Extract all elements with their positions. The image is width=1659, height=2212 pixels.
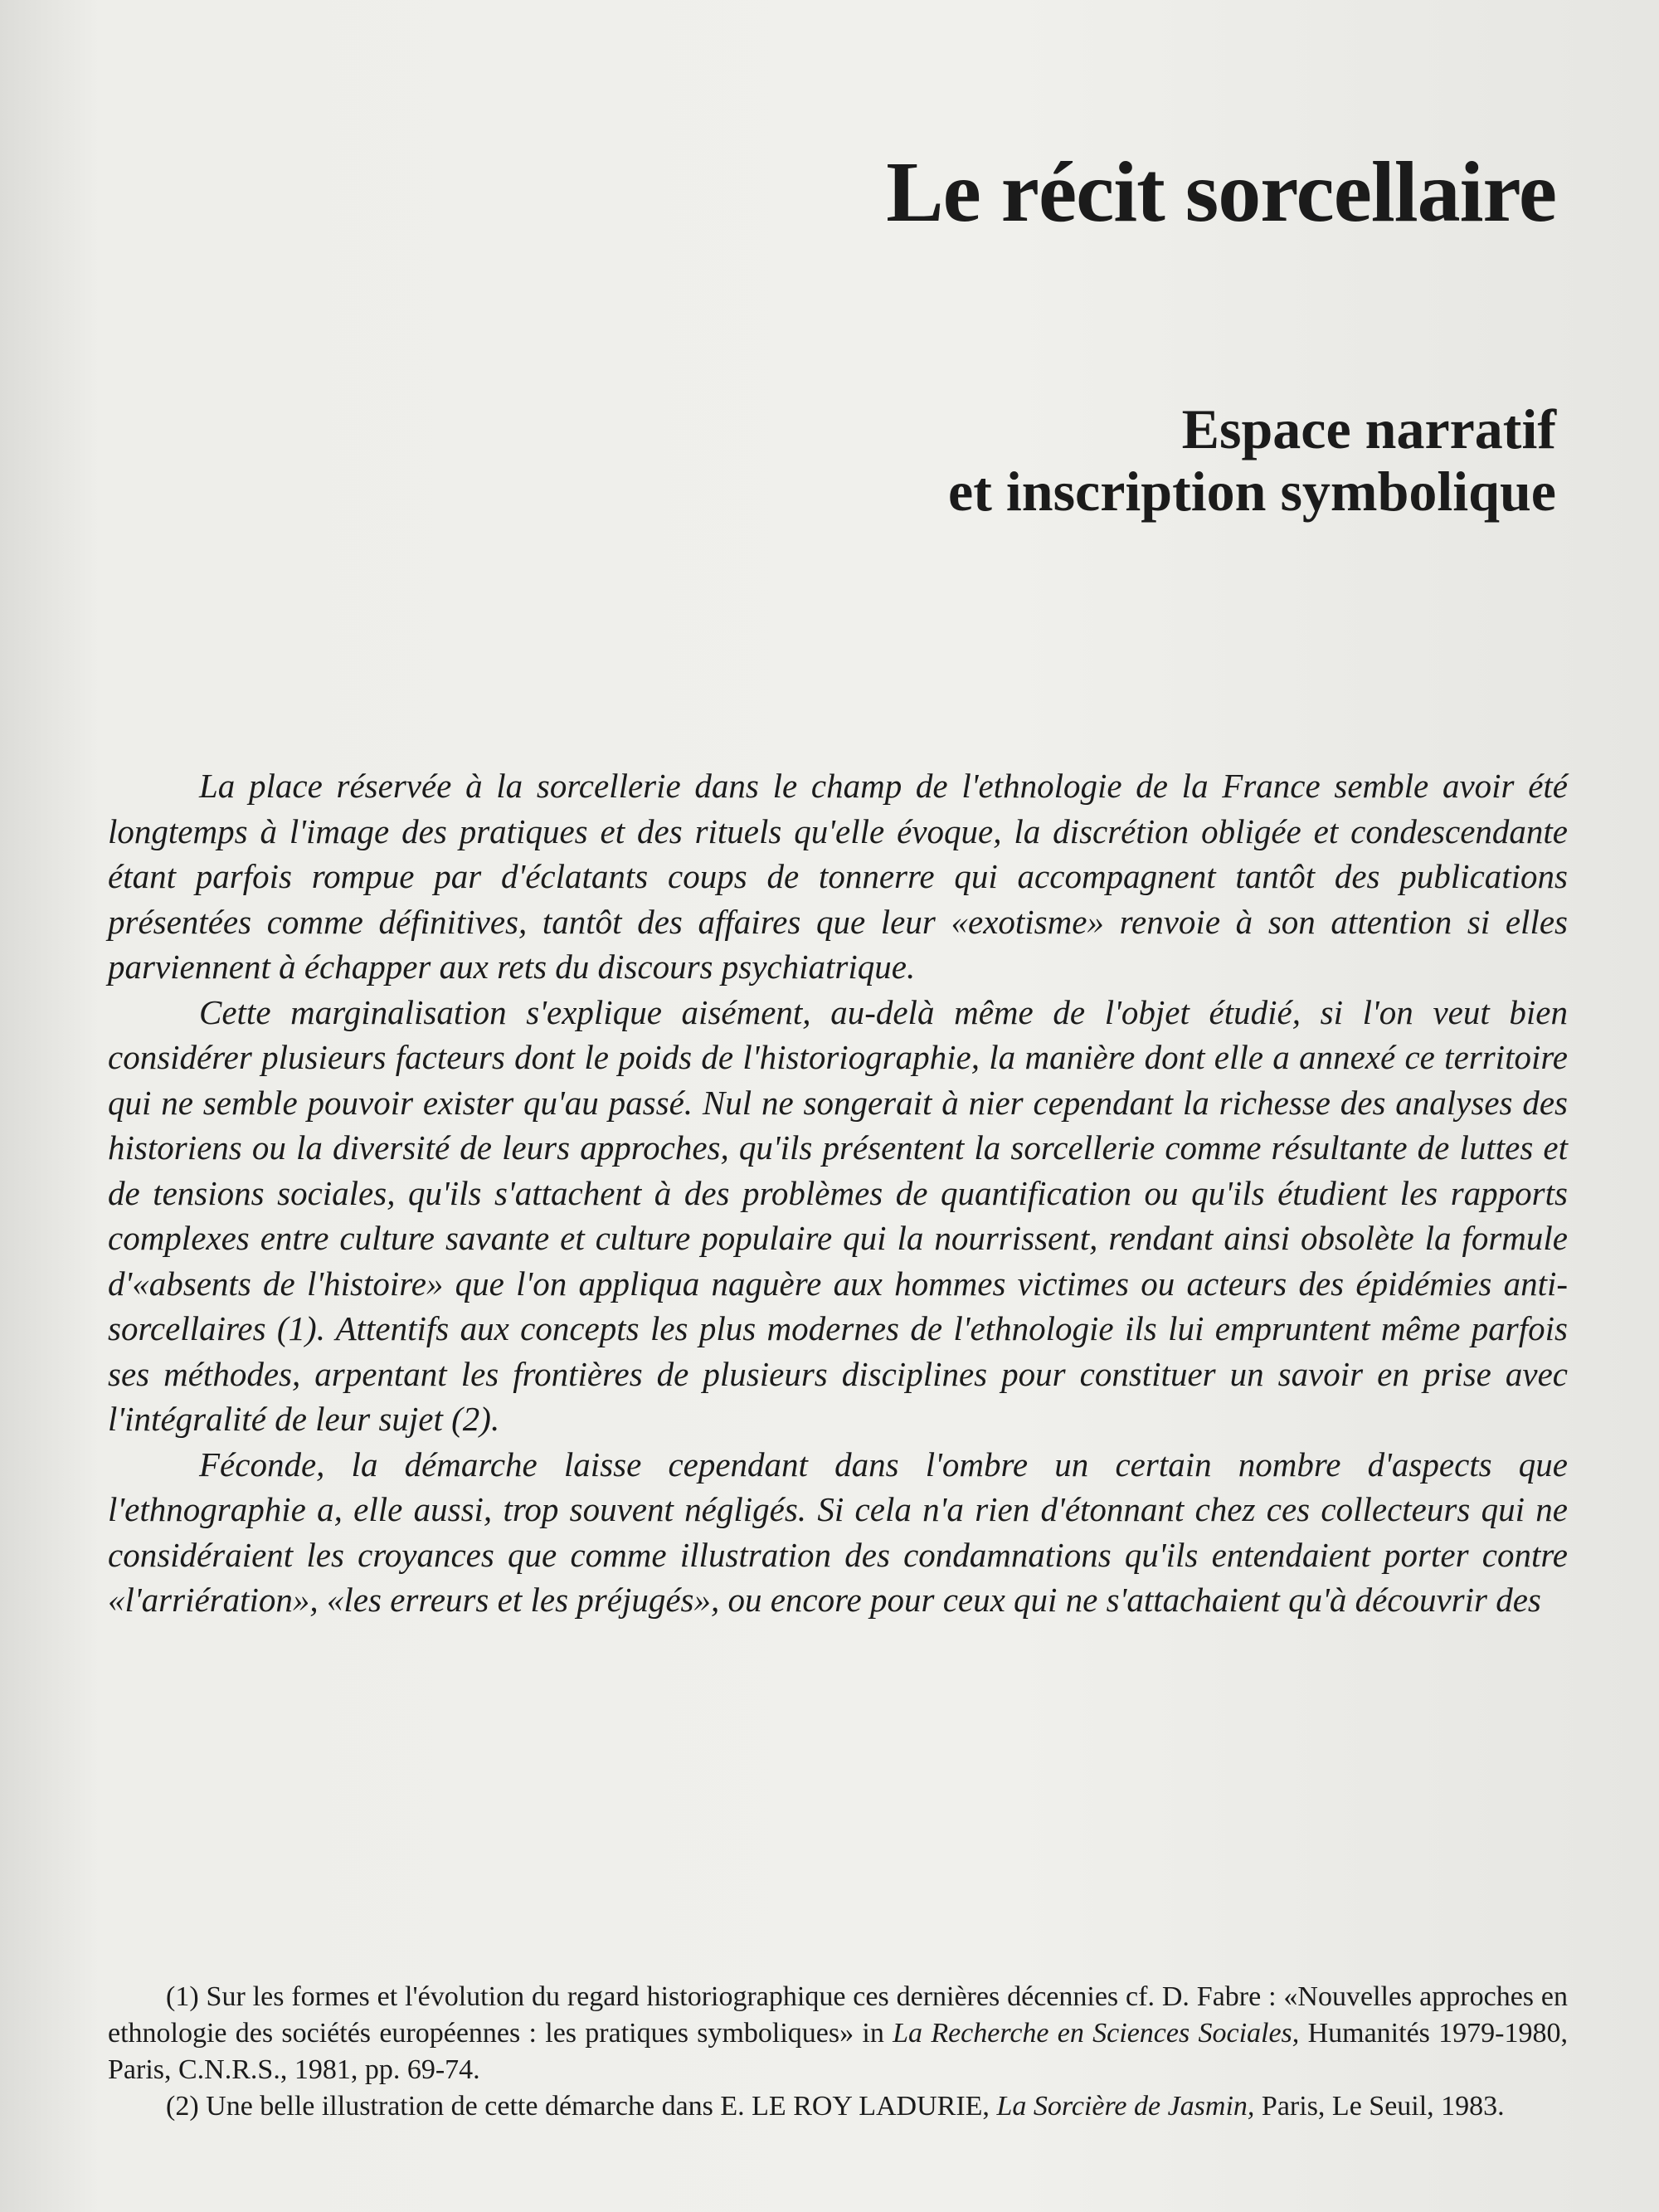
chapter-title: Le récit sorcellaire (886, 144, 1556, 240)
footnote-1 (108, 1979, 1568, 2088)
footnote-1-ref: Humanités 1979-1980, Paris, C.N.R.S., 1981, pp. 69-74. (108, 2018, 1568, 2085)
footnotes (108, 1979, 1568, 2125)
chapter-subtitle (948, 398, 1556, 523)
footnote-1-text: (1) Sur les formes et l'évolution du regard historiographique ces dernières décennies cf. D. Fabre : «Nouvelles approches en ethnologie des sociétés européennes : les pratiques symboliques» in (108, 1981, 1568, 2049)
body-text (108, 763, 1568, 1623)
subtitle-line-1: Espace narratif (1181, 397, 1556, 460)
paragraph-3: Féconde, la démarche laisse cependant dans l'ombre un certain nombre d'aspects que l'ethnographie a, elle aussi, trop souvent négligés. Si cela n'a rien d'étonnant chez ces collecteurs qui ne considéraient les croyances que comme illustration des condamnations qu'ils entendaient porter contre «l'arriération», «les erreurs et les préjugés», ou encore pour ceux qui ne s'attachaient qu'à découvrir des (108, 1445, 1568, 1619)
paragraph-2: Cette marginalisation s'explique aisément, au-delà même de l'objet étudié, si l'on veut bien considérer plusieurs facteurs dont le poids de l'historiographie, la manière dont elle a annexé ce territoire qui ne semble pouvoir exister qu'au passé. Nul ne songerait à nier cependant la richesse des analyses des historiens ou la diversité de leurs approches, qu'ils présentent la sorcellerie comme résultante de luttes et de tensions sociales, qu'ils s'attachent à des problèmes de quantification ou qu'ils étudient les rapports complexes entre culture savante et culture populaire qui la nourrissent, rendant ainsi obsolète la formule d'«absents de l'histoire» que l'on appliqua naguère aux hommes victimes ou acteurs des épidémies anti-sorcellaires (1). Attentifs aux concepts les plus modernes de l'ethnologie ils lui empruntent même parfois ses méthodes, arpentant les frontières de plusieurs disciplines pour constituer un savoir en prise avec l'intégralité de leur sujet (2). (108, 992, 1568, 1438)
footnote-2 (108, 2088, 1568, 2125)
footnote-1-journal: La Recherche en Sciences Sociales, (893, 2018, 1300, 2049)
subtitle-line-2: et inscription symbolique (948, 459, 1556, 523)
footnote-2-ref: Paris, Le Seuil, 1983. (1254, 2091, 1505, 2122)
footnote-2-book: La Sorcière de Jasmin, (996, 2091, 1255, 2122)
footnote-2-text: (2) Une belle illustration de cette démarche dans E. LE ROY LADURIE, (166, 2091, 997, 2122)
paragraph-1: La place réservée à la sorcellerie dans le champ de l'ethnologie de la France semble avoir été longtemps à l'image des pratiques et des rituels qu'elle évoque, la discrétion obligée et condescendante étant parfois rompue par d'éclatants coups de tonnerre qui accompagnent tantôt des publications présentées comme définitives, tantôt des affaires que leur «exotisme» renvoie à son attention si elles parviennent à échapper aux rets du discours psychiatrique. (108, 767, 1568, 986)
